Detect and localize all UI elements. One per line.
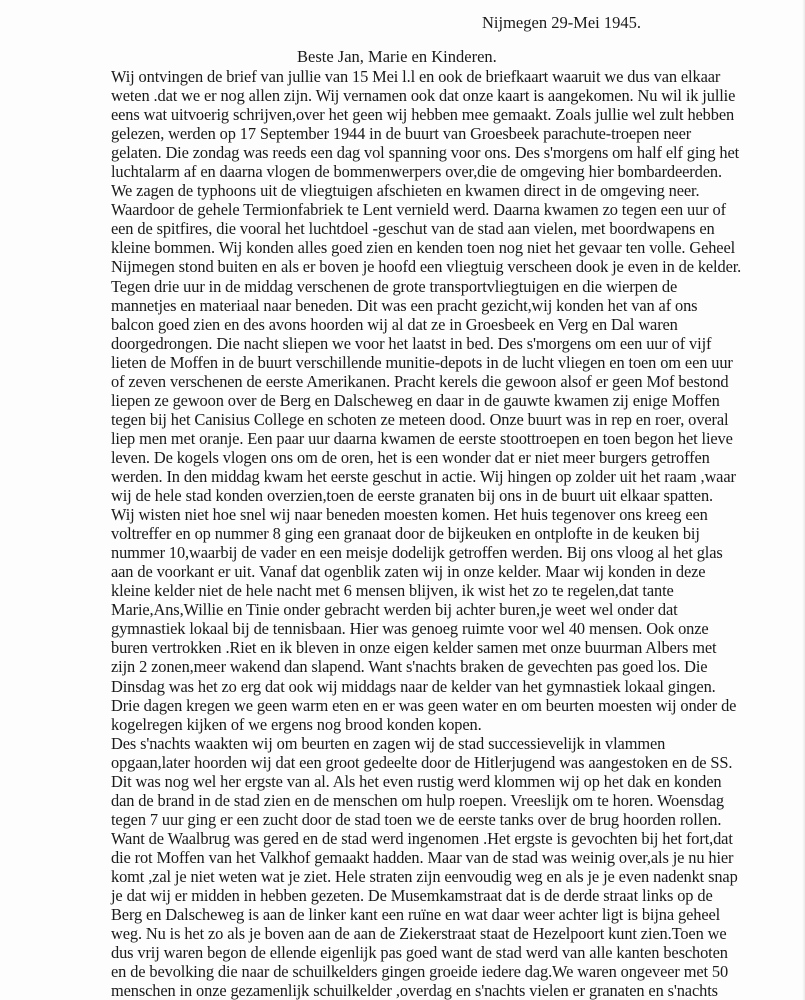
letter-body-line: Nijmegen stond buiten en als er boven je hoofd een vliegtuig verscheen dook je even in de kelder. (111, 257, 742, 277)
letter-body-line: kogelregen kijken of we ergens nog brood konden kopen. (111, 714, 482, 734)
letter-body-line: opgaan,later hoorden wij dat een groot gedeelte door de Hitlerjugend was aangestoken en de SS. (111, 752, 733, 772)
letter-body-line: liep men met oranje. Een paar uur daarna kwamen de eerste stoottroepen en toen begon het lieve (111, 428, 733, 448)
letter-body-line: voltreffer en op nummer 8 ging een granaat door de bijkeuken en ontplofte in de keuken bij (111, 524, 700, 544)
letter-body-line: een de spitfires, die vooral het luchtdoel -geschut van de stad aan vielen, met boordwapens en (111, 219, 715, 239)
letter-body-line: zijn 2 zonen,meer wakend dan slapend. Want s'nachts braken de gevechten pas goed los. Die (111, 657, 708, 677)
letter-body-line: kleine kelder niet de hele nacht met 6 mensen blijven, ik wist het zo te regelen,dat tante (111, 581, 674, 601)
letter-body-line: werden. In den middag kwam het eerste geschut in actie. Wij hingen op zolder uit het raam ,waar (111, 466, 736, 486)
letter-body-line: weg. Nu is het zo als je boven aan de aan de Ziekerstraat staat de Hezelpoort kunt zien.Toen we (111, 924, 727, 944)
letter-salutation: Beste Jan, Marie en Kinderen. (297, 47, 497, 66)
letter-body-line: nummer 10,waarbij de vader en een meisje dodelijk getroffen werden. Bij ons vloog al het glas (111, 543, 723, 563)
letter-body-line: balcon goed zien en des avons hoorden wij al dat ze in Groesbeek en Verg en Dal waren (111, 314, 678, 334)
letter-body-line: gelaten. Die zondag was reeds een dag vol spanning voor ons. Des s'morgens om half elf ging het (111, 143, 740, 163)
letter-body-line: Dit was nog wel her ergste van al. Als het even rustig werd klommen wij op het dak en konden (111, 771, 722, 791)
letter-body-line: menschen in onze gezamenlijk schuilkelder ,overdag en s'nachts vielen er granaten en s'nachts (111, 981, 718, 1000)
letter-body-line: Des s'nachts waakten wij om beurten en zagen wij de stad successievelijk in vlammen (111, 733, 666, 753)
letter-dateline: Nijmegen 29-Mei 1945. (482, 13, 642, 32)
letter-body-line: luchtalarm af en daarna vlogen de bommenwerpers over,die de omgeving hier bombardeerden. (111, 162, 722, 182)
letter-body-line: Dinsdag was het zo erg dat ook wij middags naar de kelder van het gymnastiek lokaal gingen. (111, 676, 716, 696)
letter-body-line: Wij wisten niet hoe snel wij naar beneden moesten komen. Het huis tegenover ons kreeg een (111, 505, 708, 525)
letter-body-line: We zagen de typhoons uit de vliegtuigen afschieten en kwamen direct in de omgeving neer. (111, 181, 700, 201)
letter-body (111, 67, 801, 1000)
letter-body-line: dus vrij waren begon de ellende eigenlijk pas goed want de stad werd van alle kanten beschoten (111, 943, 728, 963)
letter-body-line: die rot Moffen van het Valkhof gemaakt hadden. Maar van de stad was weinig over,als je nu hier (111, 847, 734, 867)
letter-body-line: dan de brand in de stad zien en de menschen om hulp roepen. Vreeslijk om te horen. Woensdag (111, 790, 724, 810)
letter-body-line: buren vertrokken .Riet en ik bleven in onze eigen kelder samen met onze buurman Albers met (111, 638, 717, 658)
letter-body-line: je dat wij er midden in hebben gezeten. De Musemkamstraat dat is de derde straat links op de (111, 886, 713, 906)
letter-body-line: Waardoor de gehele Termionfabriek te Lent vernield werd. Daarna kwamen zo tegen een uur of (111, 200, 726, 220)
letter-body-line: Tegen drie uur in de middag verschenen de grote transportvliegtuigen en die wierpen de (111, 276, 678, 296)
letter-body-line: of zeven verschenen de eerste Amerikanen. Pracht kerels die gewoon alsof er geen Mof bestond (111, 371, 729, 391)
letter-body-line: komt ,zal je niet weten wat je ziet. Hele straten zijn eenvoudig weg en als je je even nadenkt snap (111, 866, 738, 886)
letter-body-line: Wij ontvingen de brief van jullie van 15 Mei l.l en ook de briefkaart waaruit we dus van elkaar (111, 67, 721, 86)
letter-body-line: en de bevolking die naar de schuilkelders gingen groeide iedere dag.We waren ongeveer met 50 (111, 962, 729, 982)
letter-body-line: mannetjes en materiaal naar beneden. Dit was een pracht gezicht,wij konden het van af ons (111, 295, 698, 315)
letter-body-line: tegen 7 uur ging er een zucht door de stad toen we de eerste tanks over de brug hoorden rollen. (111, 809, 722, 829)
letter-body-line: Marie,Ans,Willie en Tinie onder gebracht werden bij achter buren,je weet wel onder dat (111, 600, 678, 620)
letter-body-line: eens wat uitvoerig schrijven,over het geen wij hebben mee gemaakt. Zoals jullie wel zult hebben (111, 105, 735, 125)
letter-body-line: kleine bommen. Wij konden alles goed zien en kenden toen nog niet het gevaar ten volle. Geheel (111, 238, 736, 258)
letter-body-line: aan de voorkant er uit. Vanaf dat ogenblik zaten wij in onze kelder. Maar wij konden in deze (111, 562, 706, 582)
letter-body-line: lieten de Moffen in de buurt verschillende munitie-depots in de lucht vliegen en toen om een uur (111, 352, 733, 372)
letter-body-line: tegen bij het Canisius College en schoten ze meteen dood. Onze buurt was in rep en roer, overal (111, 409, 729, 429)
letter-body-line: liepen ze gewoon over de Berg en Dalscheweg en daar in de gauwte kwamen zij enige Moffen (111, 390, 720, 410)
letter-body-line: doorgedrongen. Die nacht sliepen we voor het laatst in bed. Des s'morgens om een uur of vijf (111, 333, 712, 353)
letter-body-line: leven. De kogels vlogen ons om de oren, het is een wonder dat er niet meer burgers getroffen (111, 447, 710, 467)
letter-body-line: Want de Waalbrug was gered en de stad werd ingenomen .Het ergste is gevochten bij het fort,dat (111, 828, 733, 848)
letter-body-line: gelezen, werden op 17 September 1944 in de buurt van Groesbeek parachute-troepen neer (111, 124, 692, 144)
letter-body-line: gymnastiek lokaal bij de tennisbaan. Hier was genoeg ruimte voor wel 40 mensen. Ook onze (111, 619, 709, 639)
letter-body-line: Berg en Dalscheweg is aan de linker kant een ruïne en wat daar weer achter ligt is bijna geheel (111, 905, 721, 925)
letter-body-line: weten .dat we er nog allen zijn. Wij vernamen ook dat onze kaart is aangekomen. Nu wil ik jullie (111, 86, 736, 106)
letter-body-line: Drie dagen kregen we geen warm eten en er was geen water en om beurten moesten wij onder de (111, 695, 737, 715)
letter-body-line: wij de hele stad konden overzien,toen de eerste granaten bij ons in de buurt uit elkaar spatten. (111, 486, 714, 506)
